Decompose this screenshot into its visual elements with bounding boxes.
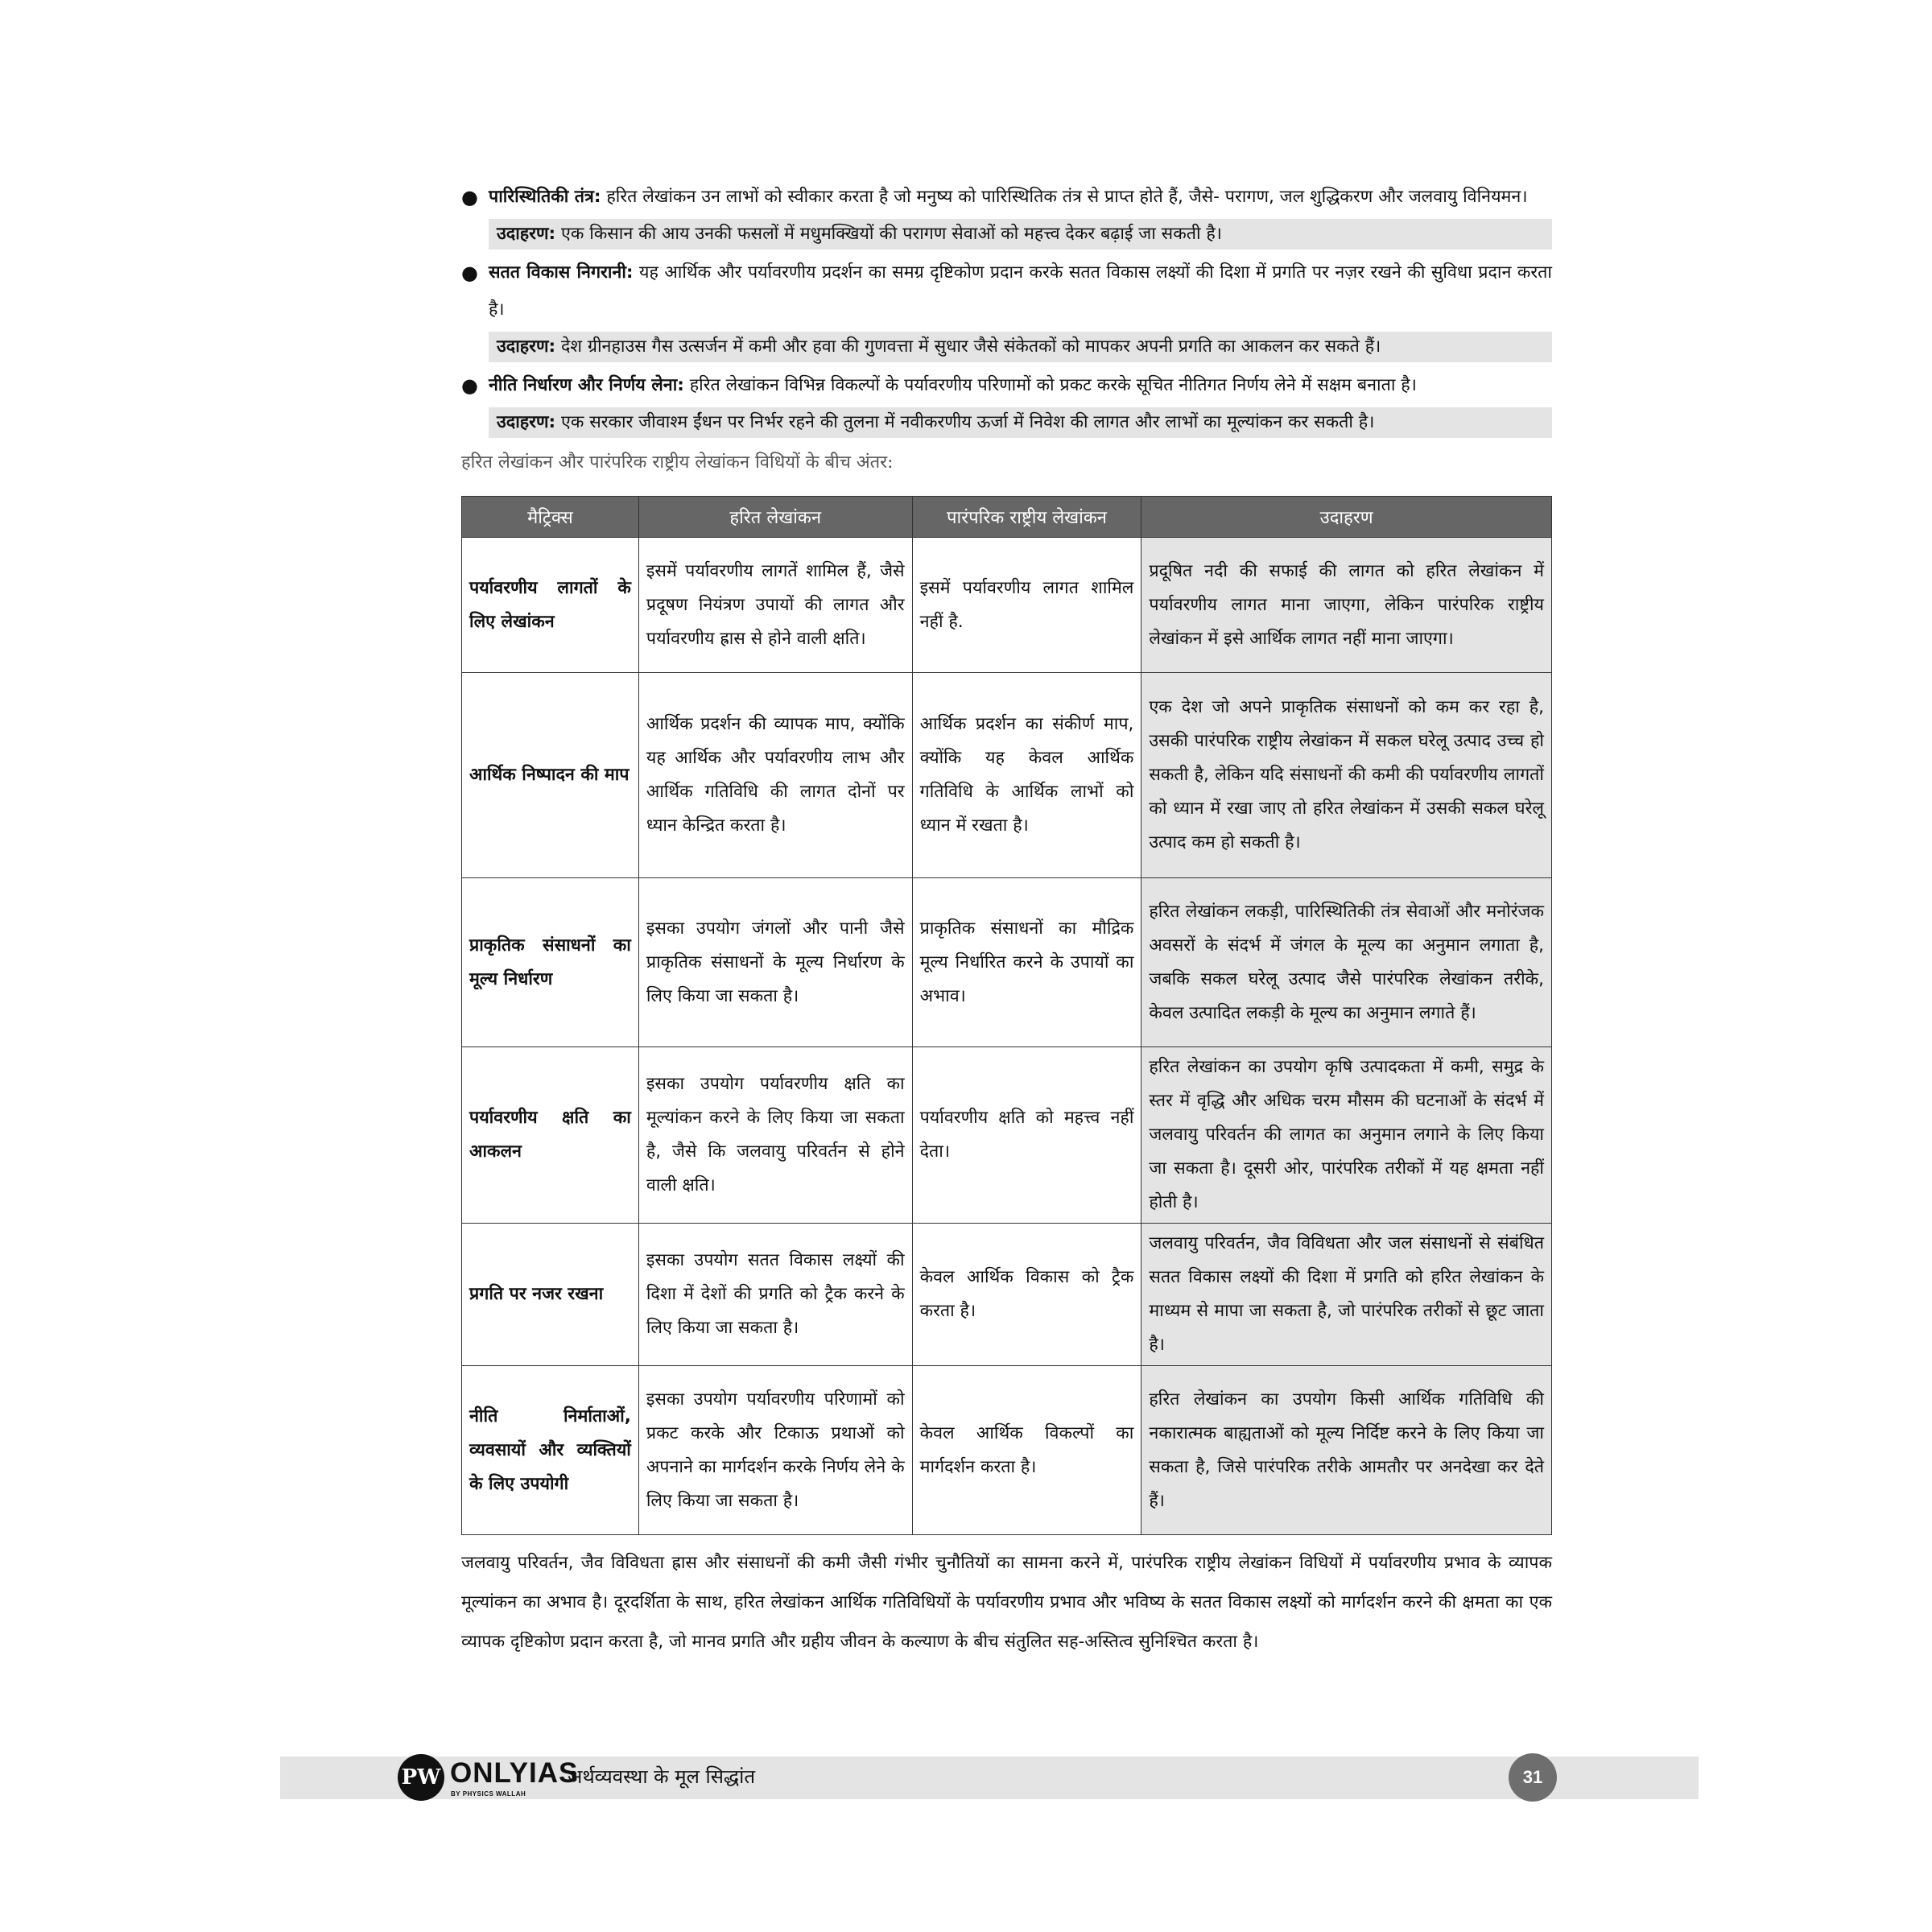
metric-cell: प्राकृतिक संसाधनों का मूल्य निर्धारण	[462, 878, 639, 1047]
green-cell: इसका उपयोग सतत विकास लक्ष्यों की दिशा में देशों की प्रगति को ट्रैक करने के लिए किया जा सकता है।	[638, 1224, 912, 1366]
traditional-cell: इसमें पर्यावरणीय लागत शामिल नहीं है.	[912, 538, 1141, 673]
traditional-cell: केवल आर्थिक विकल्पों का मार्गदर्शन करता है।	[912, 1366, 1141, 1535]
example-text: देश ग्रीनहाउस गैस उत्सर्जन में कमी और हवा की गुणवत्ता में सुधार जैसे संकेतकों को मापकर अपनी प्रगति का आकलन कर सकते हैं।	[555, 336, 1381, 357]
bullet-term: नीति निर्धारण और निर्णय लेना:	[489, 375, 684, 395]
green-cell: आर्थिक प्रदर्शन की व्यापक माप, क्योंकि यह आर्थिक और पर्यावरणीय लाभ और आर्थिक गतिविधि की लागत दोनों पर ध्यान केन्द्रित करता है।	[638, 673, 912, 878]
table-row	[462, 1224, 1552, 1366]
page-number-badge: 31	[1509, 1753, 1557, 1802]
traditional-cell: प्राकृतिक संसाधनों का मौद्रिक मूल्य निर्धारित करने के उपायों का अभाव।	[912, 878, 1141, 1047]
header-metrics: मैट्रिक्स	[462, 497, 639, 538]
example-label: उदाहरण:	[497, 336, 556, 357]
section-heading: हरित लेखांकन और पारंपरिक राष्ट्रीय लेखांकन विधियों के बीच अंतर:	[461, 452, 894, 473]
example-text: एक किसान की आय उनकी फसलों में मधुमक्खियों की परागण सेवाओं को महत्त्व देकर बढ़ाई जा सकती है।	[555, 224, 1222, 244]
page-content	[461, 179, 1552, 1679]
table-row	[462, 538, 1552, 673]
header-green-accounting: हरित लेखांकन	[638, 497, 912, 538]
metric-cell: पर्यावरणीय लागतों के लिए लेखांकन	[462, 538, 639, 673]
metric-cell: आर्थिक निष्पादन की माप	[462, 673, 639, 878]
table-row	[462, 1047, 1552, 1224]
bullet-term: पारिस्थितिकी तंत्र:	[489, 187, 601, 207]
traditional-cell: पर्यावरणीय क्षति को महत्त्व नहीं देता।	[912, 1047, 1141, 1224]
header-example: उदाहरण	[1141, 497, 1552, 538]
example-cell: प्रदूषित नदी की सफाई की लागत को हरित लेखांकन में पर्यावरणीय लागत माना जाएगा, लेकिन पारंपरिक राष्ट्रीय लेखांकन में इसे आर्थिक लागत नहीं माना जाएगा।	[1141, 538, 1552, 673]
bullet-term: सतत विकास निगरानी:	[489, 262, 634, 283]
green-cell: इसका उपयोग पर्यावरणीय परिणामों को प्रकट करके और टिकाऊ प्रथाओं को अपनाने का मार्गदर्शन करके निर्णय लेने के लिए किया जा सकता है।	[638, 1366, 912, 1535]
example-cell: हरित लेखांकन का उपयोग कृषि उत्पादकता में कमी, समुद्र के स्तर में वृद्धि और अधिक चरम मौसम की घटनाओं के संदर्भ में जलवायु परिवर्तन की लागत का अनुमान लगाने के लिए किया जा सकता है। दूसरी ओर, पारंपरिक तरीकों में यह क्षमता नहीं होती है।	[1141, 1047, 1552, 1224]
metric-cell: पर्यावरणीय क्षति का आकलन	[462, 1047, 639, 1224]
example-label: उदाहरण:	[497, 412, 556, 432]
brand-logo: ONLYIAS	[450, 1757, 579, 1789]
green-cell: इसमें पर्यावरणीय लागतें शामिल हैं, जैसे प्रदूषण नियंत्रण उपायों की लागत और पर्यावरणीय ह्रास से होने वाली क्षति।	[638, 538, 912, 673]
example-box	[489, 332, 1552, 362]
comparison-table	[461, 496, 1552, 1535]
bullet-dot: ●	[461, 186, 478, 208]
green-cell: इसका उपयोग पर्यावरणीय क्षति का मूल्यांकन करने के लिए किया जा सकता है, जैसे कि जलवायु परिवर्तन से होने वाली क्षति।	[638, 1047, 912, 1224]
example-box	[489, 219, 1552, 250]
book-title: अर्थव्यवस्था के मूल सिद्धांत	[568, 1765, 756, 1788]
metric-cell: नीति निर्माताओं, व्यवसायों और व्यक्तियों के लिए उपयोगी	[462, 1366, 639, 1535]
example-cell: जलवायु परिवर्तन, जैव विविधता और जल संसाधनों से संबंधित सतत विकास लक्ष्यों की दिशा में प्रगति को हरित लेखांकन के माध्यम से मापा जा सकता है, जो पारंपरिक तरीकों से छूट जाता है।	[1141, 1224, 1552, 1366]
example-text: एक सरकार जीवाश्म ईंधन पर निर्भर रहने की तुलना में नवीकरणीय ऊर्जा में निवेश की लागत और लाभों का मूल्यांकन कर सकती है।	[555, 412, 1375, 432]
bullet-text: हरित लेखांकन विभिन्न विकल्पों के पर्यावरणीय परिणामों को प्रकट करके सूचित नीतिगत निर्णय लेने में सक्षम बनाता है।	[683, 375, 1417, 395]
brand-subtitle: BY PHYSICS WALLAH	[451, 1790, 526, 1798]
example-label: उदाहरण:	[497, 224, 556, 244]
bullet-text: यह आर्थिक और पर्यावरणीय प्रदर्शन का समग्र दृष्टिकोण प्रदान करके सतत विकास लक्ष्यों की दिशा में प्रगति पर नज़र रखने की सुविधा प्रदान करता है।	[489, 262, 1553, 320]
bullet-dot: ●	[461, 374, 478, 397]
bullet-policy-making	[461, 367, 1552, 404]
metric-cell: प्रगति पर नजर रखना	[462, 1224, 639, 1366]
traditional-cell: आर्थिक प्रदर्शन का संकीर्ण माप, क्योंकि यह केवल आर्थिक गतिविधि के आर्थिक लाभों को ध्यान में रखता है।	[912, 673, 1141, 878]
table-header-row	[462, 497, 1552, 538]
example-cell: हरित लेखांकन लकड़ी, पारिस्थितिकी तंत्र सेवाओं और मनोरंजक अवसरों के संदर्भ में जंगल के मूल्य का अनुमान लगाता है, जबकि सकल घरेलू उत्पाद जैसे पारंपरिक लेखांकन तरीके, केवल उत्पादित लकड़ी के मूल्य का अनुमान लगाते हैं।	[1141, 878, 1552, 1047]
table-row	[462, 673, 1552, 878]
bullet-text: हरित लेखांकन उन लाभों को स्वीकार करता है जो मनुष्य को पारिस्थितिक तंत्र से प्राप्त होते हैं, जैसे- परागण, जल शुद्धिकरण और जलवायु विनियमन।	[601, 187, 1528, 207]
example-cell: हरित लेखांकन का उपयोग किसी आर्थिक गतिविधि की नकारात्मक बाह्यताओं को मूल्य निर्दिष्ट करने के लिए किया जा सकता है, जिसे पारंपरिक तरीके आमतौर पर अनदेखा कर देते हैं।	[1141, 1366, 1552, 1535]
table-row	[462, 1366, 1552, 1535]
example-box	[489, 407, 1552, 438]
bullet-ecosystem	[461, 179, 1552, 216]
traditional-cell: केवल आर्थिक विकास को ट्रैक करता है।	[912, 1224, 1141, 1366]
closing-paragraph: जलवायु परिवर्तन, जैव विविधता ह्रास और संसाधनों की कमी जैसी गंभीर चुनौतियों का सामना करने में, पारंपरिक राष्ट्रीय लेखांकन विधियों में पर्यावरणीय प्रभाव के व्यापक मूल्यांकन का अभाव है। दूरदर्शिता के साथ, हरित लेखांकन आर्थिक गतिविधियों के पर्यावरणीय प्रभाव और भविष्य के सतत विकास लक्ष्यों को मार्गदर्शन करने की क्षमता का एक व्यापक दृष्टिकोण प्रदान करता है, जो मानव प्रगति और ग्रहीय जीवन के कल्याण के बीच संतुलित सह-अस्तित्व सुनिश्चित करता है।	[461, 1553, 1552, 1652]
green-cell: इसका उपयोग जंगलों और पानी जैसे प्राकृतिक संसाधनों के मूल्य निर्धारण के लिए किया जा सकता है।	[638, 878, 912, 1047]
header-traditional-accounting: पारंपरिक राष्ट्रीय लेखांकन	[912, 497, 1141, 538]
example-cell: एक देश जो अपने प्राकृतिक संसाधनों को कम कर रहा है, उसकी पारंपरिक राष्ट्रीय लेखांकन में सकल घरेलू उत्पाद उच्च हो सकती है, लेकिन यदि संसाधनों की कमी की पर्यावरणीय लागतों को ध्यान में रखा जाए तो हरित लेखांकन में उसकी सकल घरेलू उत्पाद कम हो सकती है।	[1141, 673, 1552, 878]
table-row	[462, 878, 1552, 1047]
bullet-sustainable-monitoring	[461, 254, 1552, 328]
pw-logo-icon: PW	[398, 1754, 444, 1801]
bullet-dot: ●	[461, 262, 478, 284]
